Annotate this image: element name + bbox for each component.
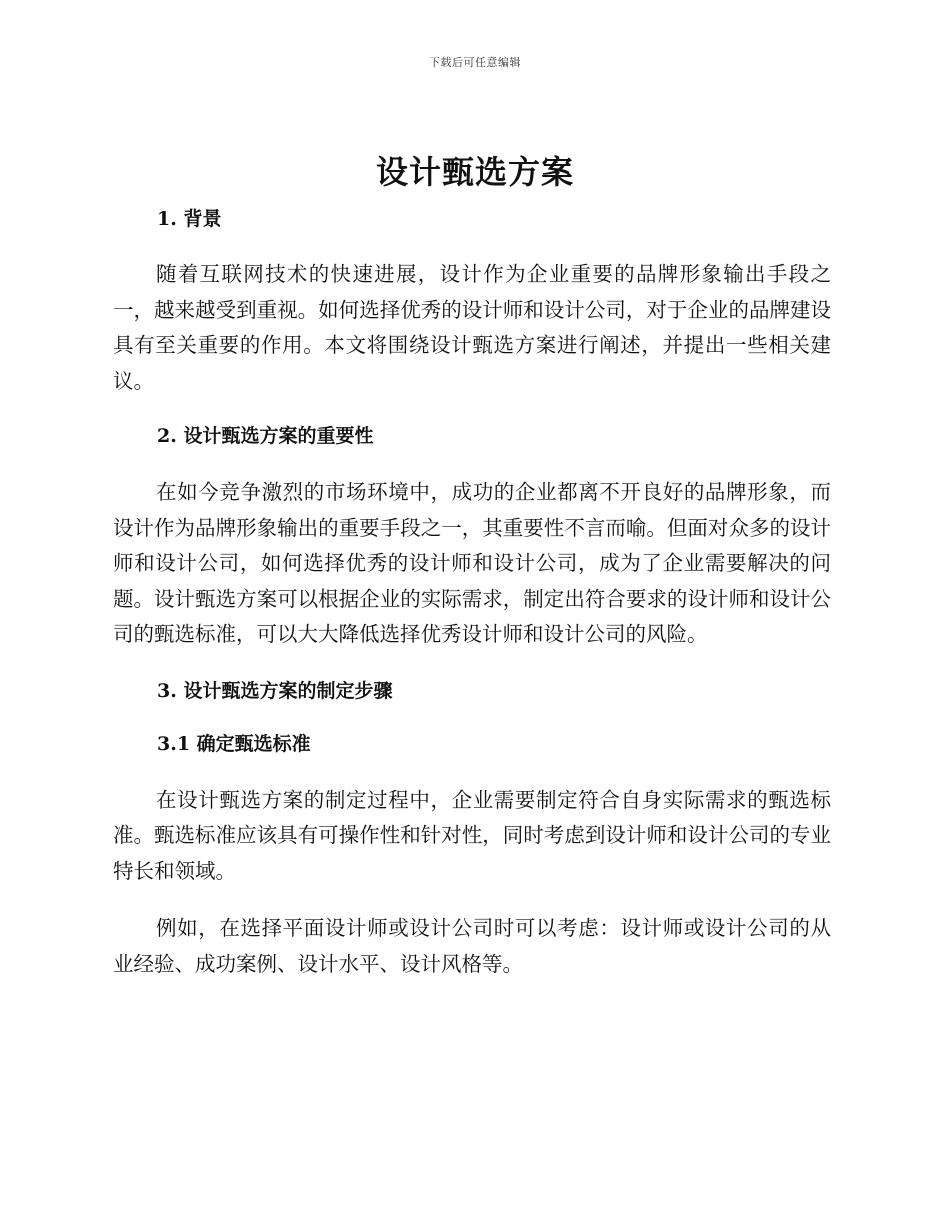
document-body [113,202,831,982]
subsection-heading-criteria: 3.1 确定甄选标准 [157,732,311,755]
section-heading-steps: 3. 设计甄选方案的制定步骤 [157,679,393,702]
paragraph-example: 例如，在选择平面设计师或设计公司时可以考虑：设计师或设计公司的从业经验、成功案例、设计水平、设计风格等。 [113,916,831,976]
section-heading-importance: 2. 设计甄选方案的重要性 [157,425,374,447]
paragraph-criteria: 在设计甄选方案的制定过程中，企业需要制定符合自身实际需求的甄选标准。甄选标准应该具有可操作性和针对性，同时考虑到设计师和设计公司的专业特长和领域。 [113,787,831,883]
paragraph-background: 随着互联网技术的快速进展，设计作为企业重要的品牌形象输出手段之一，越来越受到重视。如何选择优秀的设计师和设计公司，对于企业的品牌建设具有至关重要的作用。本文将围绕设计甄选方案进行阐述，并提出一些相关建议。 [113,262,831,393]
paragraph-importance: 在如今竞争激烈的市场环境中，成功的企业都离不开良好的品牌形象，而设计作为品牌形象输出的重要手段之一，其重要性不言而喻。但面对众多的设计师和设计公司，如何选择优秀的设计师和设计公司，成为了企业需要解决的问题。设计甄选方案可以根据企业的实际需求，制定出符合要求的设计师和设计公司的甄选标准，可以大大降低选择优秀设计师和设计公司的风险。 [113,480,831,646]
document-title: 设计甄选方案 [375,153,574,191]
section-heading-background: 1. 背景 [157,208,222,230]
page-header-note: 下载后可任意编辑 [429,56,521,69]
